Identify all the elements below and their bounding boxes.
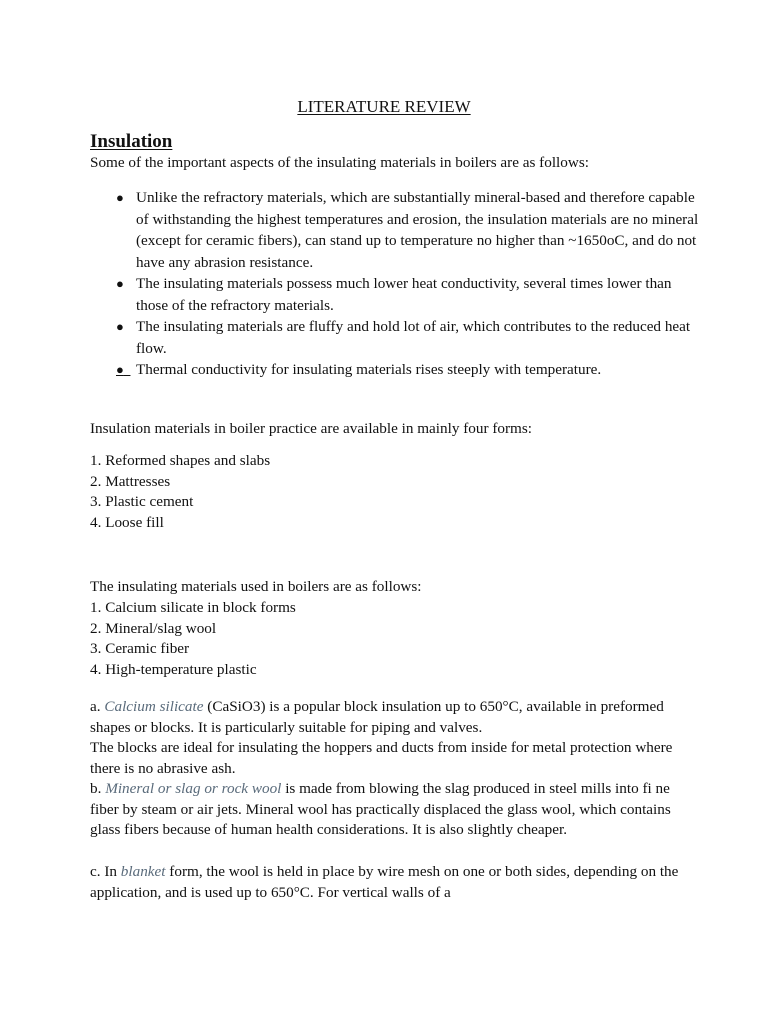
paragraph-prefix: a. — [90, 698, 105, 715]
paragraph-b — [90, 779, 700, 841]
paragraph-text: is made from blowing the slag produced in steel mills into fi ne fiber by steam or air jets. Mineral wool has practically displaced the glass wool, which contains glass fibers because of human health considerations. It is also slightly cheaper. — [90, 780, 671, 839]
list-item — [90, 359, 700, 381]
paragraph-a — [90, 697, 700, 738]
list-item — [90, 316, 700, 359]
paragraph-c — [90, 862, 700, 903]
list-item: 4. High-temperature plastic — [90, 660, 257, 678]
forms-list — [90, 451, 270, 533]
bullet-icon: ● — [116, 319, 124, 334]
term-mineral-wool: Mineral or slag or rock wool — [105, 780, 282, 797]
paragraph-text: (CaSiO3) is a popular block insulation up to 650°C, available in preformed shapes or blocks. It is particularly suitable for piping and valves. — [90, 698, 664, 736]
bullet-icon: ● — [116, 190, 124, 205]
paragraph-text: form, the wool is held in place by wire mesh on one or both sides, depending on the application, and is used up to 650°C. For vertical walls of a — [90, 863, 679, 901]
materials-intro-paragraph: The insulating materials used in boilers are as follows: — [90, 578, 422, 595]
list-item — [90, 187, 700, 273]
list-item: 3. Plastic cement — [90, 493, 194, 511]
forms-intro-paragraph: Insulation materials in boiler practice are available in mainly four forms: — [90, 420, 532, 437]
list-item: 2. Mineral/slag wool — [90, 619, 217, 637]
list-item: 2. Mattresses — [90, 472, 171, 490]
term-blanket: blanket — [120, 863, 166, 880]
materials-list — [90, 598, 296, 680]
bullet-text: The insulating materials are fluffy and hold lot of air, which contributes to the reduced heat flow. — [136, 318, 691, 357]
list-item: 1. Calcium silicate in block forms — [90, 599, 296, 616]
bullet-text: Thermal conductivity for insulating materials rises steeply with temperature. — [136, 361, 602, 378]
intro-paragraph: Some of the important aspects of the insulating materials in boilers are as follows: — [90, 154, 589, 171]
paragraph-prefix: b. — [90, 780, 106, 797]
list-item: 1. Reformed shapes and slabs — [90, 452, 271, 469]
list-item: 4. Loose fill — [90, 513, 164, 531]
list-item — [90, 273, 700, 316]
list-item: 3. Ceramic fiber — [90, 640, 190, 658]
bullet-text: Unlike the refractory materials, which are substantially mineral-based and therefore capable of withstanding the highest temperatures and erosion, the insulation materials are no mineral (except for ceramic fibers), can stand up to temperature no higher than ~1650oC, and do not have any abrasion resistance. — [136, 189, 699, 271]
aspects-bullet-list — [90, 187, 700, 381]
bullet-icon: ● — [116, 362, 124, 377]
term-calcium-silicate: Calcium silicate — [104, 698, 204, 715]
section-heading: Insulation — [90, 131, 173, 152]
paragraph-a-continued: The blocks are ideal for insulating the hoppers and ducts from inside for metal protection where there is no abrasive ash. — [90, 739, 673, 777]
page-title: LITERATURE REVIEW — [297, 97, 471, 116]
bullet-icon: ● — [116, 276, 124, 291]
bullet-text: The insulating materials possess much lower heat conductivity, several times lower than those of the refractory materials. — [136, 275, 672, 314]
paragraph-prefix: c. In — [90, 863, 121, 880]
